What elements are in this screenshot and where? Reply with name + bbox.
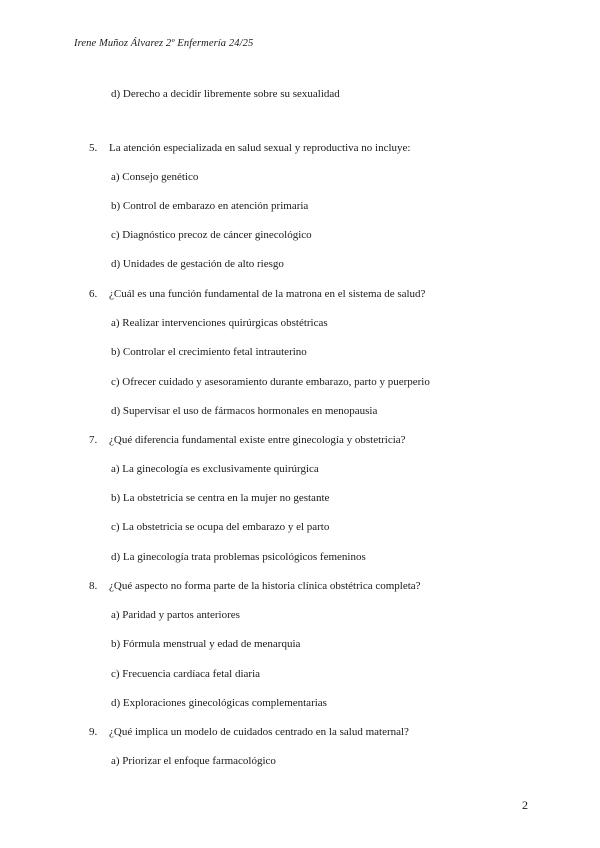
list-item-option: c) Ofrecer cuidado y asesoramiento durante embarazo, parto y puerperio [111,376,430,388]
list-item-option: c) Frecuencia cardíaca fetal diaria [111,668,261,680]
list-item-option: a) Priorizar el enfoque farmacológico [111,755,276,767]
question-number: 8. [89,580,98,592]
page-number: 2 [522,798,528,812]
list-item-option: d) Derecho a decidir libremente sobre su sexualidad [111,88,340,100]
list-item-option: a) Paridad y partos anteriores [111,609,240,621]
list-item-option: d) Supervisar el uso de fármacos hormonales en menopausia [111,405,378,417]
question-text: La atención especializada en salud sexual y reproductiva no incluye: [109,142,411,154]
question-number: 5. [89,142,98,154]
list-item-option: c) La obstetricia se ocupa del embarazo y el parto [111,521,330,533]
question-number: 7. [89,434,98,446]
list-item-option: b) La obstetricia se centra en la mujer no gestante [111,492,330,504]
document-header: Irene Muñoz Álvarez 2º Enfermería 24/25 [74,38,254,49]
list-item-option: a) La ginecología es exclusivamente quirúrgica [111,463,319,475]
list-item-option: b) Control de embarazo en atención primaria [111,200,309,212]
list-item-option: a) Consejo genético [111,171,199,183]
question-text: ¿Cuál es una función fundamental de la matrona en el sistema de salud? [109,288,426,300]
question-text: ¿Qué diferencia fundamental existe entre ginecología y obstetricia? [109,434,406,446]
list-item-option: b) Fórmula menstrual y edad de menarquia [111,638,301,650]
question-number: 6. [89,288,98,300]
list-item-option: d) Unidades de gestación de alto riesgo [111,258,284,270]
list-item-option: d) Exploraciones ginecológicas complementarias [111,697,327,709]
list-item-option: c) Diagnóstico precoz de cáncer ginecológico [111,229,312,241]
list-item-option: b) Controlar el crecimiento fetal intrauterino [111,346,307,358]
question-text: ¿Qué implica un modelo de cuidados centrado en la salud maternal? [109,726,409,738]
list-item-option: d) La ginecología trata problemas psicológicos femeninos [111,551,366,563]
question-number: 9. [89,726,98,738]
question-text: ¿Qué aspecto no forma parte de la historia clínica obstétrica completa? [109,580,421,592]
list-item-option: a) Realizar intervenciones quirúrgicas obstétricas [111,317,328,329]
